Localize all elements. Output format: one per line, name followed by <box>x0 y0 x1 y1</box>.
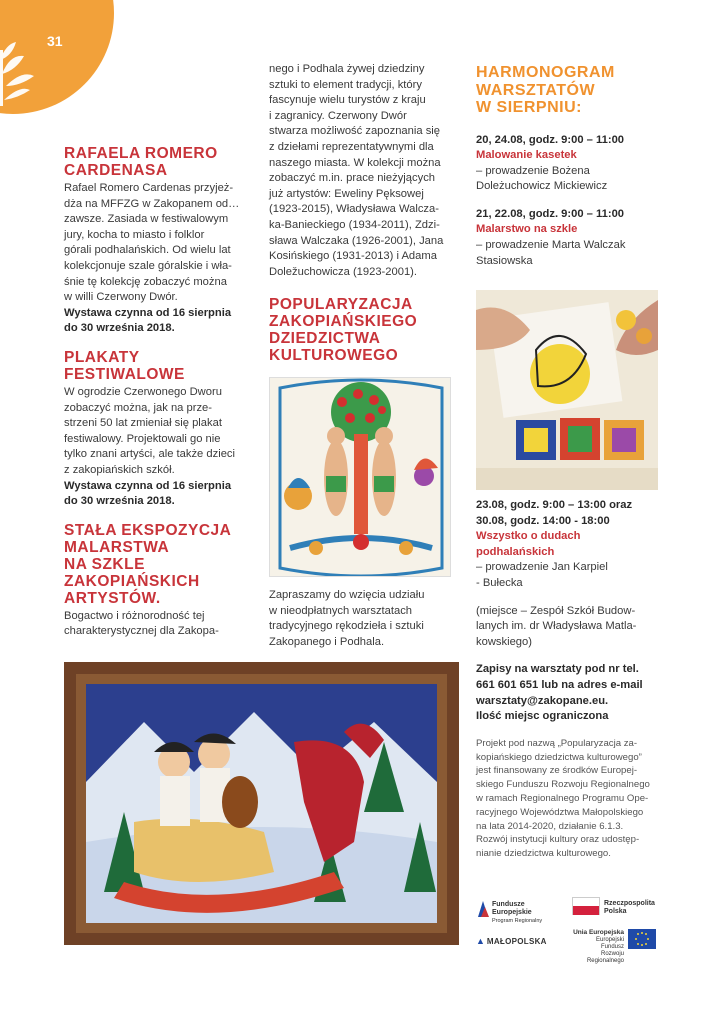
section-title-schedule: HARMONOGRAM WARSZTATÓW W SIERPNIU: <box>476 64 615 116</box>
left-column <box>64 145 246 640</box>
workshop-1-lead: – prowadzenie Bożena Doleżuchowicz Mickiewicz <box>476 164 608 193</box>
workshop-1-name: Malowanie kasetek <box>476 149 577 162</box>
fe-star-icon <box>476 899 490 919</box>
cardenas-dates: Wystawa czynna od 16 sierpnia do 30 września 2018. <box>64 306 232 335</box>
workshop-3-name: Wszystko o dudach podhalańskich <box>476 530 581 558</box>
section-title-cardenas: RAFAELA ROMERO CARDENASA <box>64 145 218 179</box>
workshop-photo <box>476 290 658 490</box>
workshop-2-name: Malarstwo na szkle <box>476 223 578 236</box>
signup-info: Zapisy na warsztaty pod nr tel. 661 601 651 lub na adres e-mail warsztaty@zakopane.eu. Ilość miejsc ograniczona <box>476 663 643 723</box>
workshop-3-date: 23.08, godz. 9:00 – 13:00 oraz 30.08, godz. 14:00 - 18:00 <box>476 499 633 527</box>
sponsor-logos: Fundusze Europejskie Program Regionalny Rzeczpospolita Polska ▲ MAŁOPOLSKA Unia Europejska Europejski Fundusz Rozwoju Regionalnego <box>476 895 660 955</box>
workshop-3-block <box>476 498 660 861</box>
eu-flag-icon <box>628 929 656 949</box>
section-title-popularization: POPULARYZACJA ZAKOPIAŃSKIEGO DZIEDZICTWA KULTUROWEGO <box>269 296 418 365</box>
funding-note: Projekt pod nazwą „Popularyzacja za- kopiańskiego dziedzictwa kulturowego” jest finansowany ze środków Europej- skiego Funduszu Rozwoju Regionalnego w ramach Regionalnego Programu Ope- racyjnego Województwa Małopolskiego na lata 2014-2020, działanie 6.1.3. Rozwój instytucji kultury oraz udostęp- nianie dziedzictwa kulturowego. <box>476 737 650 860</box>
glass-painting-text: Bogactwo i różnorodność tej charakterystycznej dla Zakopa- <box>64 609 219 638</box>
folk-painting-image <box>269 377 451 577</box>
malopolska-logo: ▲ MAŁOPOLSKA <box>476 936 547 946</box>
cardenas-text: Rafael Romero Cardenas przyjeż- dża na MFFZG w Zakopanem od… zawsze. Zasiada w festiwalowym jury, kocha to miasto i folklor górali podhalańskich. Od wielu lat kolekcjonuje szale góralskie i wła- śnie tę kolekcję zobaczyć można w willi Czerwony Dwór. <box>64 182 240 304</box>
workshop-invitation: Zapraszamy do wzięcia udziału w nieodpłatnych warsztatach tradycyjnego rękodzieła i sztuki Zakopanego i Podhala. <box>269 589 425 648</box>
workshop-place: (miejsce – Zespół Szkół Budow- lanych im. dr Władysława Matla- kowskiego) <box>476 604 637 648</box>
glass-painting-sleigh-image <box>64 662 459 945</box>
glass-painting-text-continued: nego i Podhala żywej dziedziny sztuki to element tradycji, który fascynuje wielu turystów z kraju i zagranicy. Czerwony Dwór stwarza możliwość zapoznania się z dziełami reprezentatywnymi dla naszego miasta. W kolekcji można zobaczyć m.in. prace nieżyjących już artystów: Eweliny Pęksowej (1923-2015), Władysława Walcza- ka-Banieckiego (1934-2011), Zdzi- sława Walczaka (1926-2001), Jana Kosińskiego (1931-2013) i Adama Doležuchowicza (1923-2001). <box>269 63 444 278</box>
page-number-badge <box>0 0 116 114</box>
section-title-posters: PLAKATY FESTIWALOWE <box>64 348 185 383</box>
section-title-glass-painting: STAŁA EKSPOZYCJA MALARSTWA NA SZKLE ZAKOPIAŃSKICH ARTYSTÓW. <box>64 521 232 607</box>
workshop-1-date: 20, 24.08, godz. 9:00 – 11:00 <box>476 133 625 146</box>
workshop-2-lead: – prowadzenie Marta Walczak Stasiowska <box>476 239 626 267</box>
malopolska-mark-icon: ▲ <box>476 936 485 946</box>
workshop-2-date: 21, 22.08, godz. 9:00 – 11:00 <box>476 207 625 220</box>
right-column <box>476 64 660 269</box>
middle-column <box>269 62 459 366</box>
posters-dates: Wystawa czynna od 16 sierpnia do 30 września 2018. <box>64 479 232 508</box>
page-number: 31 <box>47 33 63 49</box>
posters-text: W ogrodzie Czerwonego Dworu zobaczyć można, jak na prze- strzeni 50 lat zmieniał się plakat festiwalowy. Projektowali go nie tylko znani artyści, ale także dzieci z zakopiańskich szkół. <box>64 385 235 476</box>
workshop-3-lead: – prowadzenie Jan Karpiel - Bułecka <box>476 561 608 589</box>
